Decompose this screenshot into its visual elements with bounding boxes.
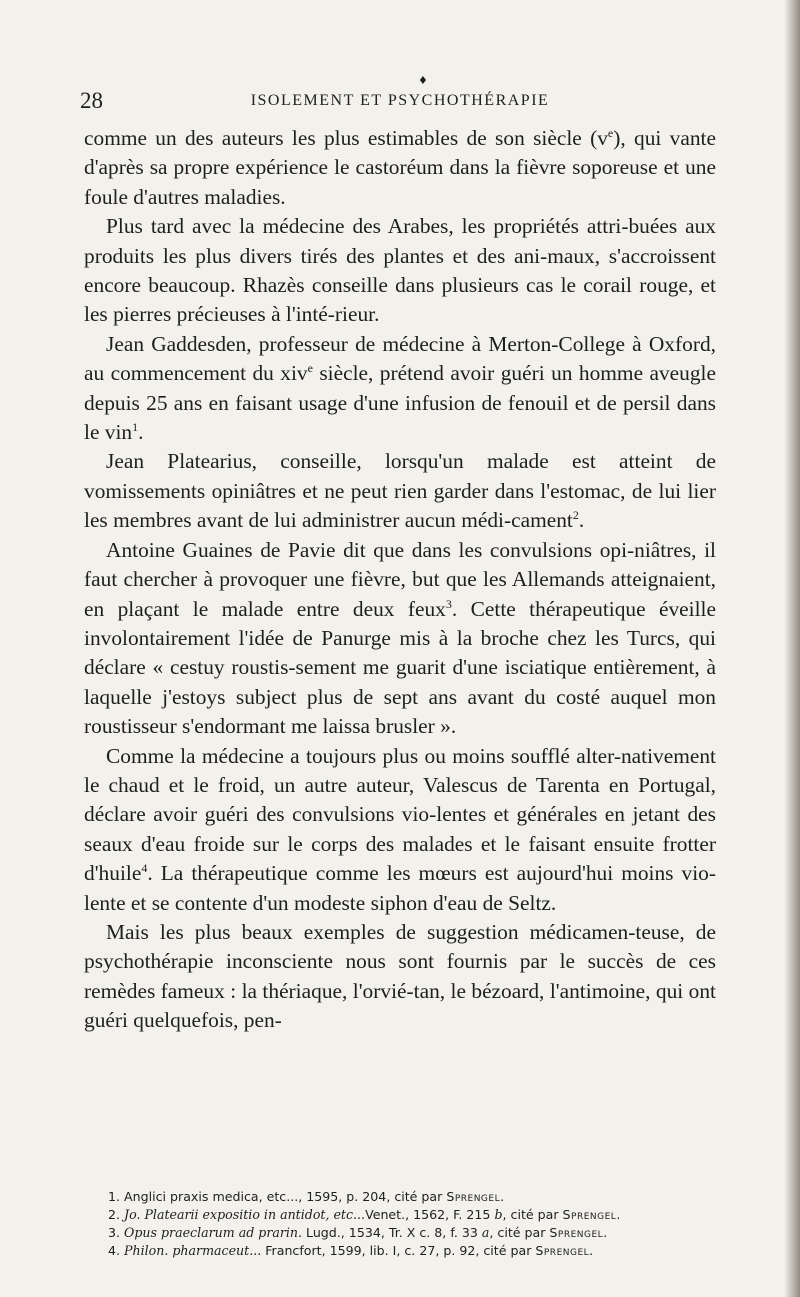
italic-span: a: [481, 1225, 490, 1240]
footnote-ref: 2: [572, 508, 579, 523]
paragraph: [84, 536, 716, 742]
footnote: [84, 1224, 724, 1242]
text-span: , cité par: [502, 1207, 563, 1222]
text-span: Venet., 1562, F. 215: [365, 1207, 495, 1222]
text-span: Jean Gaddesden, professeur de médecine à Merton-College à Oxford, au commencement du xiv: [84, 331, 716, 386]
text-span: siècle, prétend avoir guéri un homme aveugle depuis 25 ans en faisant usage d'une infusion de fenouil et de persil dans le vin: [84, 361, 716, 445]
footnotes: [84, 1188, 724, 1260]
text-span: Comme la médecine a toujours plus ou moins soufflé alter-nativement le chaud et le froid, un autre auteur, Valescus de Tarenta en Portugal, déclare avoir guéri des convulsions vio-lentes et générales en jetant des seaux d'eau froide sur le corps des malades et le faisant ensuite frotter d'huile: [84, 743, 716, 886]
paragraph: [84, 447, 716, 535]
paragraph: [84, 330, 716, 448]
footnote-ref: e: [607, 125, 614, 140]
footnote-ref: 1: [132, 419, 139, 434]
text-span: , cité par: [489, 1225, 550, 1240]
page-number: 28: [80, 88, 103, 113]
text-span: .: [589, 1243, 594, 1258]
text-span: 3.: [108, 1225, 125, 1240]
footnote-ref: e: [307, 361, 313, 376]
text-span: .: [500, 1189, 505, 1204]
paragraph: [84, 918, 716, 1036]
text-span: 2.: [108, 1207, 125, 1222]
italic-span: Philon. pharmaceut...: [124, 1243, 262, 1258]
author-name: Sprengel: [562, 1207, 617, 1222]
text-span: Jean Platearius, conseille, lorsqu'un malade est atteint de vomissements opiniâtres et ne peut rien garder dans l'estomac, de lui lier les membres avant de lui administrer aucun médi-cament: [84, 449, 716, 533]
author-name: Sprengel: [535, 1243, 590, 1258]
printer-mark: ♦: [418, 74, 428, 87]
footnote-ref: 4: [141, 861, 148, 876]
text-span: .: [616, 1207, 621, 1222]
page-edge: [784, 0, 800, 1297]
text-span: Francfort, 1599, lib. I, c. 27, p. 92, cité par: [261, 1243, 536, 1258]
italic-span: Opus praeclarum ad prarin.: [124, 1225, 303, 1240]
page-header: [80, 74, 720, 118]
footnote-ref: 3: [445, 596, 452, 611]
body-text: [84, 124, 716, 1036]
footnote: [84, 1188, 724, 1206]
text-span: Antoine Guaines de Pavie dit que dans les convulsions opi-niâtres, il faut chercher à provoquer une fièvre, but que les Allemands atteignaient, en plaçant le malade entre deux feux: [84, 537, 716, 621]
footnote: [84, 1242, 724, 1260]
text-span: 4.: [108, 1243, 125, 1258]
running-head: ISOLEMENT ET PSYCHOTHÉRAPIE: [250, 92, 550, 109]
text-span: . La thérapeutique comme les mœurs est aujourd'hui moins vio-lente et se contente d'un modeste siphon d'eau de Seltz.: [84, 861, 716, 915]
author-name: Sprengel: [446, 1189, 501, 1204]
text-span: Lugd., 1534, Tr. X c. 8, f. 33: [302, 1225, 482, 1240]
italic-span: Jo. Platearii expositio in antidot, etc...: [124, 1207, 366, 1222]
text-span: 1. Anglici praxis medica, etc..., 1595, p. 204, cité par: [108, 1189, 447, 1204]
paragraph: [84, 124, 716, 212]
author-name: Sprengel: [549, 1225, 604, 1240]
text-span: ), qui vante d'après sa propre expérience le castoréum dans la fièvre soporeuse et une foule d'autres maladies.: [84, 126, 716, 209]
text-span: .: [603, 1225, 608, 1240]
paragraph: [84, 212, 716, 330]
footnote: [84, 1206, 724, 1224]
italic-span: b: [494, 1207, 503, 1222]
text-span: Mais les plus beaux exemples de suggestion médicamen-teuse, de psychothérapie inconsciente nous sont fournis par le succès de ces remèdes fameux : la thériaque, l'orvié-tan, le bézoard, l'antimoine, qui ont guéri quelquefois, pen-: [84, 919, 716, 1033]
text-span: . Cette thérapeutique éveille involontairement l'idée de Panurge mis à la broche chez les Turcs, qui déclare « cestuy roustis-sement me guarit d'une isciatique entièrement, à laquelle j'estoys subject plus de sept ans avant du costé auquel mon roustisseur s'endormant me laissa brusler ».: [84, 596, 716, 739]
text-span: Plus tard avec la médecine des Arabes, les propriétés attri-buées aux produits les plus divers tirés des plantes et des ani-maux, s'accroissent encore beaucoup. Rhazès conseille dans plusieurs cas le corail rouge, et les pierres précieuses à l'inté-rieur.: [84, 214, 716, 327]
text-span: .: [138, 420, 144, 445]
text-span: comme un des auteurs les plus estimables de son siècle (v: [84, 126, 608, 150]
paragraph: [84, 742, 716, 918]
text-span: .: [578, 508, 585, 533]
